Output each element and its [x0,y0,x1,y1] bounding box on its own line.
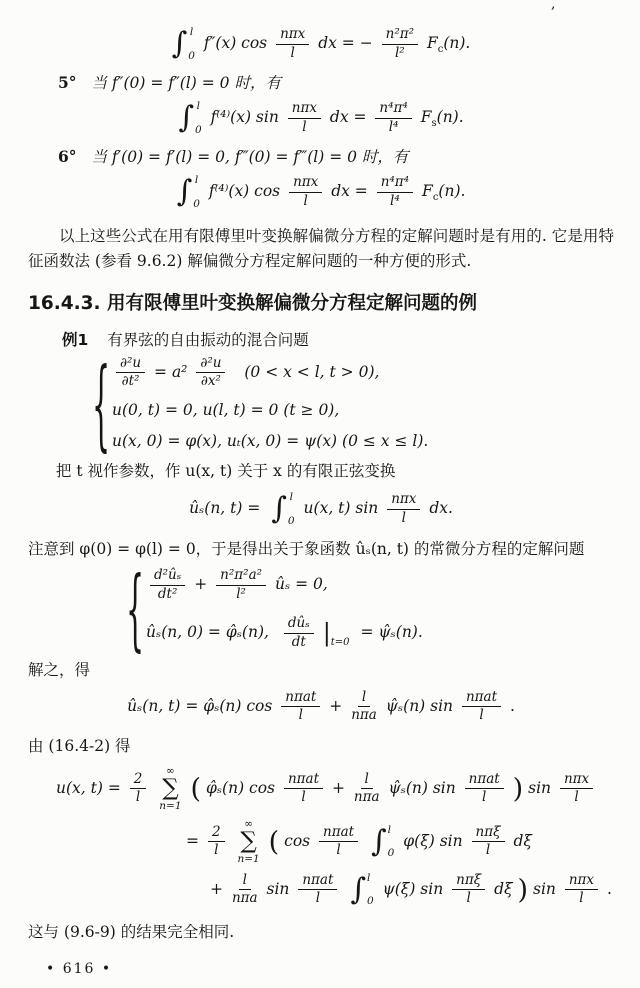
equals-part: dx = − [318,34,373,52]
paragraph-transform-intro: 把 t 视作参数，作 u(x, t) 关于 x 的有限正弦变换 [55,462,396,481]
fraction-denominator: l [574,789,579,806]
argument: (n). [443,34,471,52]
plus-sign: + [210,879,223,898]
fraction-denominator: l [579,890,584,907]
transform-symbol: F [422,182,433,200]
case-number: 6° [58,147,77,166]
fraction-denominator: l [301,789,306,806]
plus-sign: + [329,696,343,715]
right-paren: ) [512,773,524,805]
fraction-npiat-l [281,690,320,724]
fraction-n2pi2-l2 [382,27,418,61]
left-paren: ( [190,773,202,805]
integral-upper-bound: l [189,26,194,38]
fraction-numerator: nπx [289,175,322,193]
fraction-npixi-l [452,873,485,907]
equation-cos-second-derivative [28,26,614,62]
fraction-npix-l [387,492,420,526]
boundary-conditions: u(0, t) = 0, u(l, t) = 0 (t ≥ 0), [112,400,340,419]
summation-upper: ∞ [166,764,175,777]
plus-sign: + [331,778,345,797]
differential: dx. [429,499,453,518]
fraction-denominator: l [466,890,471,907]
fraction-l-npia [232,873,258,907]
argument: (n). [438,182,466,200]
fraction-denominator: dt² [157,585,178,602]
page-number: • 616 • [46,960,113,977]
fraction-numerator: nπat [319,825,358,843]
case-condition: 当 f′(0) = f′(l) = 0, f‴(0) = f‴(l) = 0 时，有 [91,148,409,166]
fraction-denominator: l [135,789,141,806]
integrand: f⁽⁴⁾(x) cos [208,182,281,200]
fraction-denominator: l [290,44,295,61]
fraction-denominator: nπa [351,707,377,724]
fraction-numerator: 2 [208,825,225,843]
fraction-denominator: l [298,707,303,724]
fraction-numerator: nπat [462,690,501,708]
equation-transform-solution [28,690,614,724]
differential: dξ [494,879,513,898]
fraction-numerator: 2 [130,772,147,790]
fraction-l-npia [354,772,380,806]
fraction-npixi-l [472,825,505,859]
fraction-n4pi4-l4 [377,175,413,209]
transform-symbol: F [426,34,438,52]
fraction-npiat-l [319,825,358,859]
fraction-numerator: nπξ [452,873,485,891]
fraction-numerator: nπx [565,873,598,891]
fraction-npix-l [276,27,309,61]
fraction-numerator: nπx [288,101,321,119]
fraction-denominator: ∂x² [200,373,221,390]
solution-lhs: ûₛ(n, t) = φ̂ₛ(n) cos [127,696,273,715]
integral-icon: ∫ [178,100,194,135]
left-paren: ( [268,826,280,858]
case-condition: 当 f″(0) = f″(l) = 0 时，有 [91,74,281,92]
fraction-denominator: nπa [231,890,258,907]
summation-lower: n=1 [159,800,182,813]
fraction-numerator: dûₛ [284,616,314,634]
fraction-d2u-dx2 [196,356,225,390]
fraction-n2pi2a2-l2 [216,568,266,602]
fraction-numerator: nπξ [472,825,505,843]
pde-system-rows [112,356,428,452]
summation [237,819,259,865]
period: . [606,879,612,898]
integral-bounds [288,491,295,527]
domain-condition: (0 < x < l, t > 0), [244,362,380,381]
paragraph-usefulness: 以上这些公式在用有限傅里叶变换解偏微分方程的定解问题时是有用的. 它是用特征函数法 (参看 9.6.2) 解偏微分方程定解问题的一种方便的形式. [28,227,614,270]
integrand: f⁽⁴⁾(x) sin [210,108,279,126]
equation-sin-fourth-derivative [28,100,614,136]
fraction-npiat-l [462,690,501,724]
equation-series-line1 [56,766,614,812]
sin-part: sin [266,879,290,898]
integral [350,872,377,908]
transform-subscript: s [431,118,437,130]
integral-icon: ∫ [371,823,387,859]
psi-sin-part: ψ̂ₛ(n) sin [385,696,454,715]
fraction-npix-l [565,873,598,907]
integral-bounds [367,872,374,908]
initial-value: ûₛ(n, 0) = φ̂ₛ(n), [146,623,269,642]
transform-subscript: c [437,44,444,56]
fraction-numerator: nπx [276,27,309,45]
fraction-d2us-dt2 [150,568,185,602]
fraction-2-l [208,825,225,859]
integral [371,824,398,860]
fraction-n4pi4-l4 [375,101,411,135]
integral [172,26,199,62]
fraction-denominator: l⁴ [388,118,399,135]
fraction-denominator: l [401,509,406,526]
period: . [509,696,515,715]
fraction-npix-l [289,175,322,209]
ode-initial-conditions [146,616,423,650]
fraction-denominator: ∂t² [121,373,140,390]
plus-sign: + [194,575,208,594]
equals-part: dx = [331,182,368,200]
fraction-npiat-l [284,772,323,806]
series-lhs: u(x, t) = [56,778,121,797]
left-brace: { [126,557,145,661]
integral-upper-bound: l [289,491,293,504]
fraction-2-l [130,772,147,806]
integral-lower-bound: 0 [193,197,200,210]
summation-upper: ∞ [244,817,253,830]
section-heading [28,289,614,315]
fraction-numerator: l [361,772,373,790]
summation [159,766,181,812]
integral-upper-bound: l [194,174,199,186]
integral-icon: ∫ [171,26,188,61]
psi-sin-part: ψ(ξ) sin [382,879,444,898]
equation-cos-fourth-derivative [28,174,614,210]
example-title: 有界弦的自由振动的混合问题 [107,330,309,349]
integral-lower-bound: 0 [287,514,295,527]
phi-cos-part: φ̂ₛ(n) cos [205,778,276,797]
integral-icon: ∫ [350,871,366,907]
fraction-numerator: d²ûₛ [150,568,185,586]
integral-bounds [188,26,195,62]
fraction-numerator: n²π² [382,27,418,45]
integrand: u(x, t) sin [303,499,379,518]
equation-series-line2 [186,819,614,865]
fraction-denominator: nπa [353,789,380,806]
sin-part: sin [528,778,552,797]
cos-part: cos [284,831,311,850]
integral-upper-bound: l [366,871,371,884]
integral-icon: ∫ [176,174,193,209]
equation-tail: ûₛ = 0, [274,575,328,594]
left-brace: { [92,346,111,461]
stray-scan-mark: , [551,0,556,12]
sin-part-outer: sin [532,879,556,898]
fraction-denominator: dt [291,633,306,650]
equals-a2: = a² [154,362,188,381]
fraction-denominator: l [336,842,341,859]
fraction-numerator: l [358,690,370,708]
ode-equation [146,568,423,602]
fraction-npiat-l [465,772,504,806]
pde-equation [112,356,428,390]
fraction-denominator: l² [236,585,246,602]
transform-subscript: c [432,192,439,204]
fraction-dus-dt [284,616,314,650]
integral-lower-bound: 0 [366,895,374,908]
integral-bounds [195,100,202,136]
case-6-line [28,145,614,167]
fraction-numerator: n⁴π⁴ [377,175,413,193]
paragraph-conclusion: 这与 (9.6-9) 的结果完全相同. [28,922,235,941]
fraction-numerator: nπat [465,772,504,790]
integral [271,491,298,527]
evaluation-point: t=0 [330,637,350,649]
fraction-numerator: nπat [284,772,323,790]
psi-sin-part: ψ̂ₛ(n) sin [388,778,456,797]
section-number: 16.4.3. [28,292,101,314]
fraction-numerator: n²π²a² [216,568,266,586]
fraction-denominator: l [479,707,484,724]
summation-icon: ∑ [162,775,179,802]
ode-system-rows [146,568,423,650]
right-paren: ) [517,874,529,906]
equals-psi: = ψ̂ₛ(n). [360,623,423,642]
integral-bounds [193,174,200,210]
integral-bounds [388,824,395,860]
fraction-numerator: nπx [560,772,593,790]
fraction-numerator: n⁴π⁴ [375,101,411,119]
differential: dξ [513,831,532,850]
equation-sine-transform [28,491,614,527]
equation-series-line3 [210,872,614,908]
integral [178,100,205,136]
fraction-denominator: l [214,842,219,859]
summation-icon: ∑ [240,828,257,855]
paragraph-solve: 解之，得 [28,661,91,680]
fraction-numerator: ∂²u [116,356,145,374]
transform-lhs: ûₛ(n, t) = [189,499,261,518]
fraction-numerator: l [239,873,251,891]
case-5-line [28,71,614,93]
case-number: 5° [58,73,77,92]
phi-sin-part: φ(ξ) sin [403,831,463,850]
integral-lower-bound: 0 [194,123,202,136]
paragraph-note: 注意到 φ(0) = φ(l) = 0，于是得出关于象函数 ûₛ(n, t) 的常微分方程的定解问题 [28,540,585,559]
equals-sign: = [186,831,199,850]
section-title: 用有限傅里叶变换解偏微分方程定解问题的例 [107,292,478,314]
ode-system [124,557,614,661]
example-label: 例1 [62,330,89,349]
fraction-denominator: l [303,192,308,209]
integral-icon: ∫ [271,491,287,527]
initial-conditions: u(x, 0) = φ(x), uₜ(x, 0) = ψ(x) (0 ≤ x ≤ l). [112,431,429,450]
fraction-denominator: l² [394,44,405,61]
fraction-d2u-dt2 [116,356,145,390]
fraction-numerator: nπat [281,690,320,708]
transform-symbol: F [420,108,432,126]
fraction-npix-l [560,772,593,806]
integral-upper-bound: l [387,823,392,836]
fraction-numerator: nπat [298,873,337,891]
integral-lower-bound: 0 [188,49,195,62]
fraction-denominator: l [315,890,321,907]
summation-lower: n=1 [237,853,260,866]
fraction-numerator: nπx [387,492,420,510]
fraction-l-npia [351,690,377,724]
fraction-denominator: l⁴ [390,192,400,209]
evaluation-bar: | [322,618,331,647]
integral-upper-bound: l [196,100,200,112]
fraction-denominator: l [302,118,307,135]
fraction-npiat-l [298,873,337,907]
fraction-denominator: l [485,842,491,859]
equals-part: dx = [329,108,367,126]
fraction-npix-l [288,101,321,135]
integrand: f″(x) cos [203,34,268,52]
integral [177,174,204,210]
integral-lower-bound: 0 [387,847,395,860]
argument: (n). [436,108,464,126]
fraction-denominator: l [482,789,487,806]
pde-system [90,346,614,461]
fraction-numerator: ∂²u [196,356,225,374]
paragraph-by-formula: 由 (16.4-2) 得 [28,736,131,755]
example-line [28,328,614,350]
